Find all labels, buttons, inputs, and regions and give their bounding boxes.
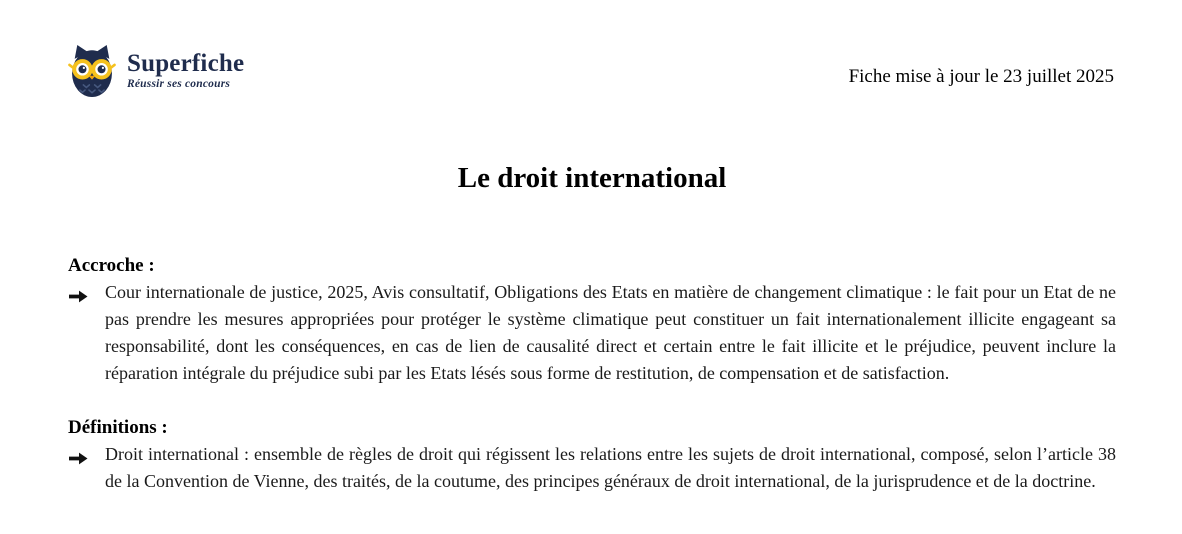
arrow-bullet-icon <box>69 447 88 462</box>
section-accroche <box>68 252 1116 387</box>
section-heading: Accroche : <box>68 255 155 276</box>
list-item-text: Cour internationale de justice, 2025, Avis consultatif, Obligations des Etats en matière de changement climatique : le fait pour un Etat de ne pas prendre les mesures appropriées pour protéger le système climatique peut constituer un fait internationalement illicite engageant sa responsabilité, dont les conséquences, en cas de lien de causalité direct et certain entre le fait illicite et le préjudice, peuvent inclure la réparation intégrale du préjudice subi par les Etats lésés sous forme de restitution, de compensation et de satisfaction. <box>105 282 1116 383</box>
brand-tagline: Réussir ses concours <box>127 78 231 91</box>
brand-logo <box>66 42 244 100</box>
arrow-bullet-icon <box>69 285 88 300</box>
list-item <box>68 441 1116 495</box>
section-definitions <box>68 414 1116 495</box>
list-item-text: Droit international : ensemble de règles de droit qui régissent les relations entre les sujets de droit international, composé, selon l’article 38 de la Convention de Vienne, des traités, de la coutume, des principes généraux de droit international, de la jurisprudence et de la doctrine. <box>105 444 1116 491</box>
document-body <box>68 252 1116 495</box>
brand-name: Superfiche <box>127 50 245 78</box>
update-date-note: Fiche mise à jour le 23 juillet 2025 <box>848 66 1114 87</box>
list-item <box>68 279 1116 387</box>
section-heading: Définitions : <box>68 417 168 438</box>
brand-text <box>127 51 244 91</box>
owl-icon <box>66 42 118 100</box>
page-title: Le droit international <box>457 162 727 194</box>
